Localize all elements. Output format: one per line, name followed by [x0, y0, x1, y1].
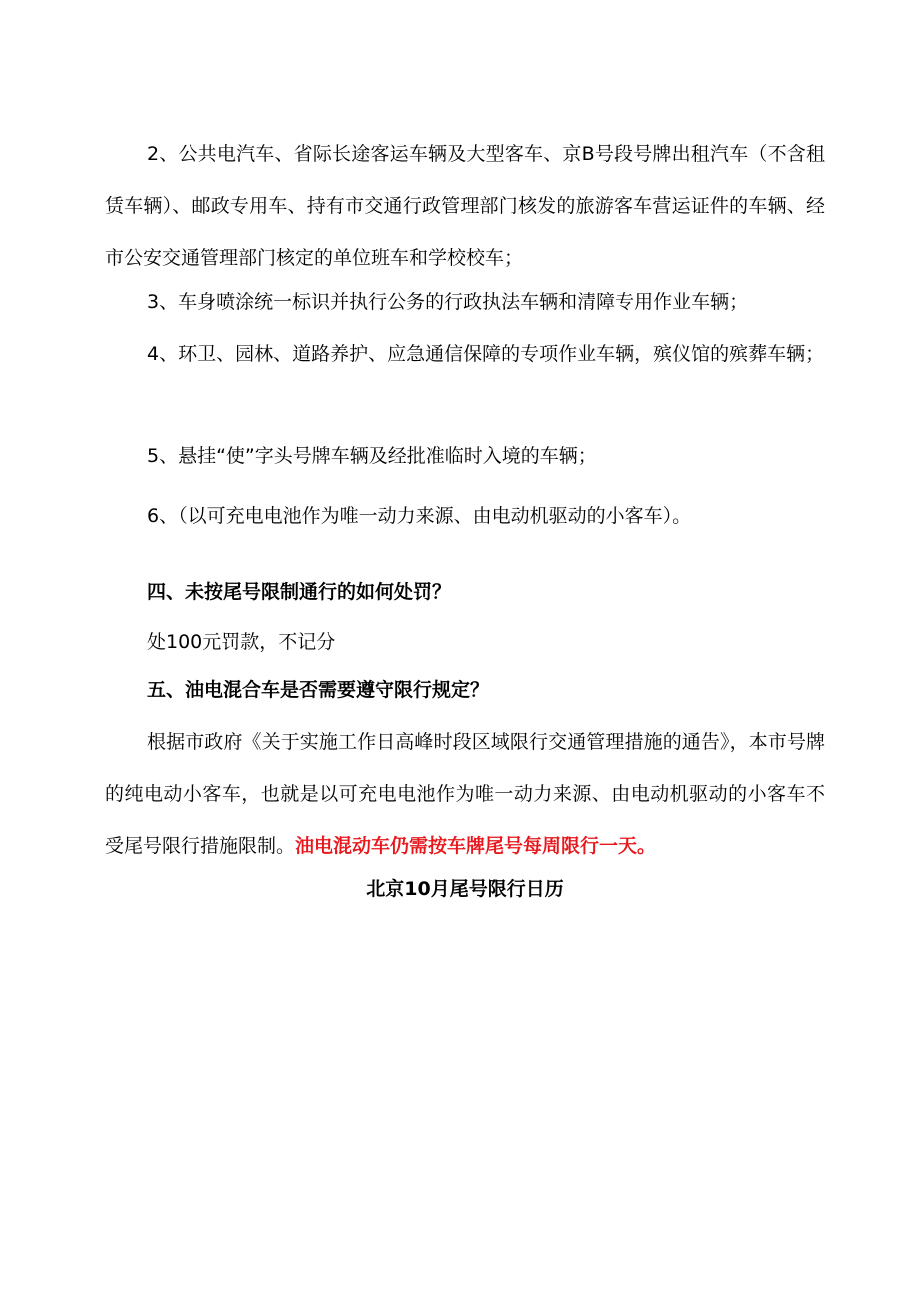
item-6-paragraph: 6、（以可充电电池作为唯一动力来源、由电动机驱动的小客车）。 — [147, 505, 692, 527]
section-5-body — [105, 716, 825, 872]
section-5-body-text: 根据市政府《关于实施工作日高峰时段区域限行交通管理措施的通告》，本市号牌的纯电动小客车，也就是以可充电电池作为唯一动力来源、由电动机驱动的小客车不受尾号限行措施限制。 — [105, 731, 825, 857]
calendar-title: 北京10月尾号限行日历 — [366, 878, 564, 900]
section-4-answer: 处100元罚款，不记分 — [147, 631, 336, 653]
section-5-heading: 五、油电混合车是否需要遵守限行规定？ — [147, 679, 490, 701]
section-5-highlight-text: 油电混动车仍需按车牌尾号每周限行一天。 — [295, 835, 657, 857]
item-5-paragraph: 5、悬挂“使”字头号牌车辆及经批准临时入境的车辆； — [147, 445, 597, 467]
section-4-heading: 四、未按尾号限制通行的如何处罚？ — [147, 581, 452, 603]
item-3-paragraph: 3、车身喷涂统一标识并执行公务的行政执法车辆和清障专用作业车辆； — [147, 291, 749, 313]
item-4-paragraph: 4、环卫、园林、道路养护、应急通信保障的专项作业车辆，殡仪馆的殡葬车辆； — [147, 343, 825, 365]
item-2-paragraph: 2、公共电汽车、省际长途客运车辆及大型客车、京B号段号牌出租汽车（不含租赁车辆）、邮政专用车、持有市交通行政管理部门核发的旅游客车营运证件的车辆、经市公安交通管理部门核定的单位班车和学校校车； — [105, 143, 825, 269]
